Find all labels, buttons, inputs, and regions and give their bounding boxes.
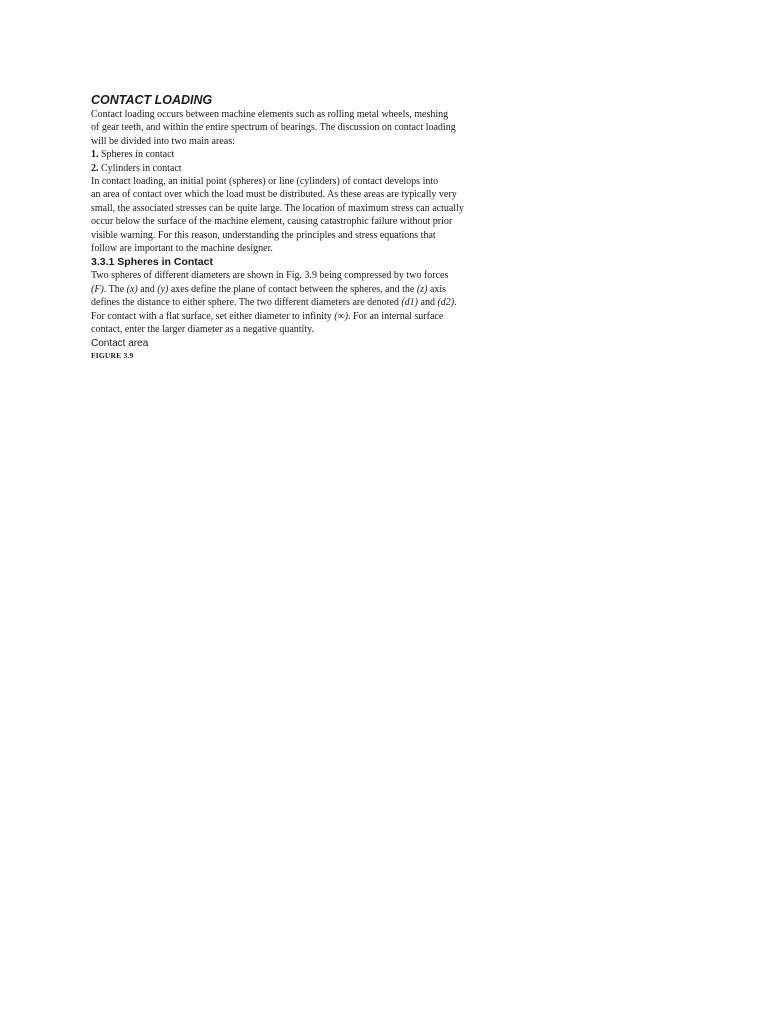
list-item-number: 2. xyxy=(91,162,99,174)
text-fragment: axis xyxy=(427,283,447,295)
figure-label: FIGURE 3.9 xyxy=(91,350,134,360)
intro-line-3: will be divided into two main areas: xyxy=(91,135,235,147)
list-item xyxy=(91,162,531,175)
body-line-4: occur below the surface of the machine element, causing catastrophic failure without prior xyxy=(91,216,453,228)
infinity-symbol: (∞) xyxy=(334,310,349,322)
text-fragment: . The xyxy=(103,283,127,295)
section-line-2 xyxy=(91,283,531,296)
body-line-3: small, the associated stresses can be quite large. The location of maximum stress can actually xyxy=(91,202,464,214)
figure-text: Contact area xyxy=(91,337,149,349)
x-axis-symbol: (x) xyxy=(126,283,138,295)
section-line-4 xyxy=(91,310,531,323)
document-page xyxy=(91,92,531,361)
z-axis-symbol: (z) xyxy=(416,283,428,295)
body-line-2: an area of contact over which the load must be distributed. As these areas are typically very xyxy=(91,189,457,201)
y-axis-symbol: (y) xyxy=(157,283,169,295)
text-fragment: . xyxy=(454,297,457,309)
body-line-1: In contact loading, an initial point (spheres) or line (cylinders) of contact develops into xyxy=(91,176,439,188)
diameter-1-symbol: (d1) xyxy=(401,297,419,309)
list-item-number: 1. xyxy=(91,149,99,161)
page-title: CONTACT LOADING xyxy=(91,93,213,107)
body-line-5: visible warning. For this reason, understanding the principles and stress equations that xyxy=(91,229,436,241)
section-heading: 3.3.1 Spheres in Contact xyxy=(91,256,213,269)
intro-line-2: of gear teeth, and within the entire spectrum of bearings. The discussion on contact loading xyxy=(91,122,456,134)
text-fragment: . For an internal surface xyxy=(348,310,444,322)
text-fragment: axes define the plane of contact between the spheres, and the xyxy=(168,283,417,295)
text-fragment: For contact with a flat surface, set either diameter to infinity xyxy=(91,310,335,322)
list-item-text: Cylinders in contact xyxy=(98,162,182,174)
diameter-2-symbol: (d2) xyxy=(437,297,455,309)
section-line-1: Two spheres of different diameters are shown in Fig. 3.9 being compressed by two forces xyxy=(91,270,449,282)
text-fragment: defines the distance to either sphere. The two different diameters are denoted xyxy=(91,297,402,309)
intro-line-1: Contact loading occurs between machine elements such as rolling metal wheels, meshing xyxy=(91,109,449,120)
section-line-3 xyxy=(91,296,531,309)
section-line-5: contact, enter the larger diameter as a negative quantity. xyxy=(91,324,314,336)
text-fragment: and xyxy=(137,283,158,295)
text-fragment: and xyxy=(418,297,438,309)
body-line-6: follow are important to the machine designer. xyxy=(91,243,273,255)
list-item-text: Spheres in contact xyxy=(98,149,175,161)
force-symbol: (F) xyxy=(91,283,104,295)
list-item xyxy=(91,148,531,161)
